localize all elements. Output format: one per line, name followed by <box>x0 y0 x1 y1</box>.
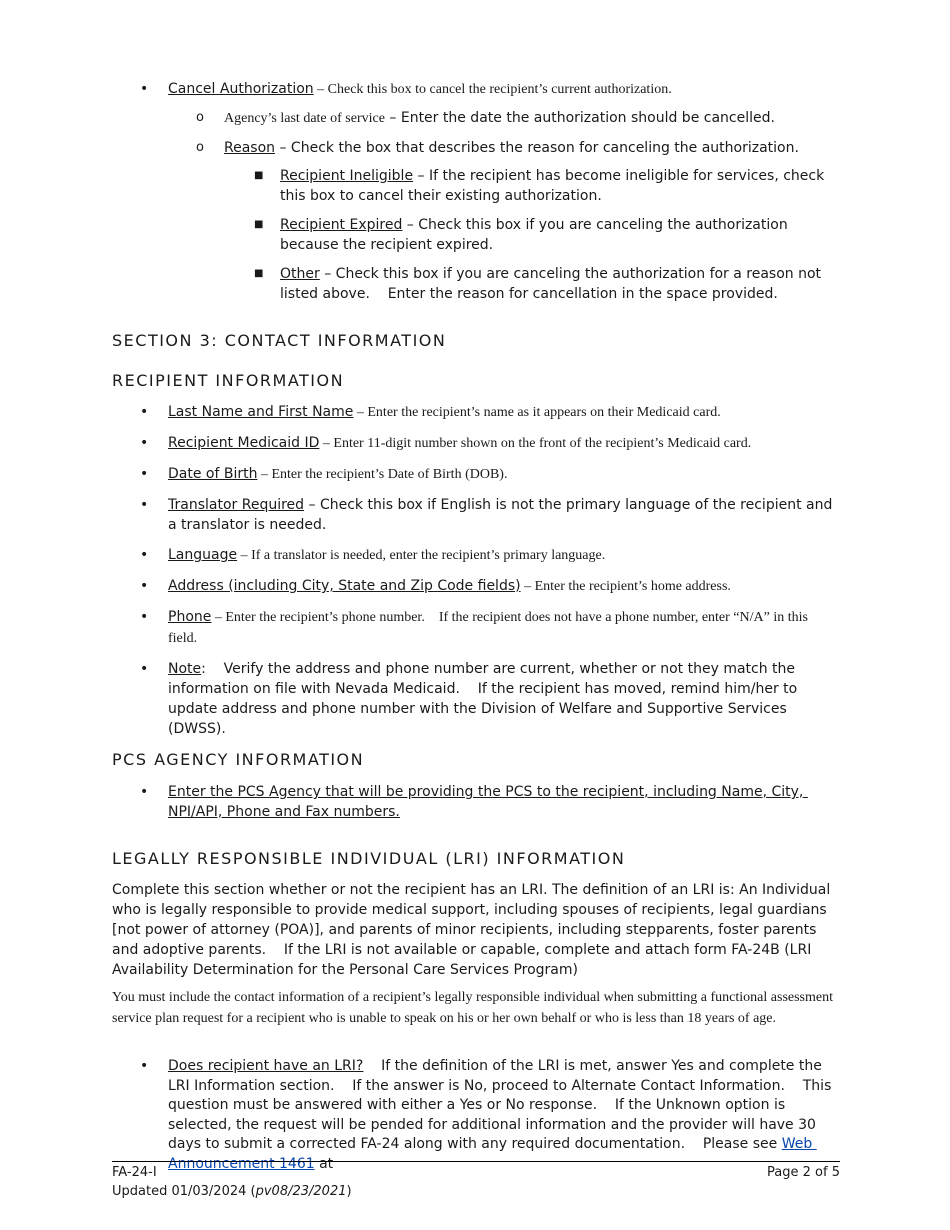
bullet-icon: • <box>140 784 149 800</box>
list-item <box>140 1057 840 1174</box>
item-text: – Enter the recipient’s name as it appears on their Medicaid card. <box>353 405 721 420</box>
item-text: – Check this box if you are canceling the authorization because the recipient expired. <box>280 217 793 253</box>
item-text: – Enter the recipient’s phone number. If the recipient does not have a phone number, enter “N/A” in this field. <box>168 610 812 646</box>
bullet-icon: • <box>140 466 149 482</box>
item-text-tail: at <box>314 1155 334 1172</box>
item-label: Agency’s last date of service <box>224 111 385 126</box>
section-title: SECTION 3: CONTACT INFORMATION <box>112 331 447 350</box>
list-item <box>196 108 840 129</box>
item-text: – Enter the date the authorization should be cancelled. <box>384 110 775 126</box>
item-text: – Check the box that describes the reason for canceling the authorization. <box>275 140 799 156</box>
item-text: – Check this box to cancel the recipient’s current authorization. <box>313 82 672 97</box>
list-item <box>140 464 840 485</box>
item-label: Recipient Ineligible <box>280 168 414 184</box>
list-item <box>254 166 840 206</box>
item-text: – Enter 11-digit number shown on the front of the recipient’s Medicaid card. <box>319 436 752 451</box>
cancel-sublist <box>0 108 840 158</box>
item-label: Does recipient have an LRI? <box>168 1058 364 1074</box>
bullet-icon: • <box>140 404 149 420</box>
updated-suffix: ) <box>346 1184 352 1199</box>
bullet-icon: • <box>140 609 149 625</box>
item-label: Address (including City, State and Zip Code fields) <box>168 578 521 594</box>
list-item <box>140 782 840 822</box>
list-item <box>140 576 840 597</box>
updated-prefix: Updated 01/03/2024 ( <box>112 1184 256 1199</box>
list-item <box>140 545 840 566</box>
bullet-icon: • <box>140 497 149 513</box>
item-text: : Verify the address and phone number are current, whether or not they match the information on file with Nevada Medicaid. If the recipient has moved, remind him/her to update address and phone number with the Division of Welfare and Supportive Services (DWSS). <box>168 661 802 737</box>
list-item <box>140 402 840 423</box>
square-bullet-icon: ■ <box>254 268 264 279</box>
footer-divider <box>112 1161 840 1162</box>
circle-bullet-icon: o <box>196 140 204 155</box>
list-item <box>196 138 840 158</box>
lri-paragraph-2 <box>112 987 840 1029</box>
item-text: – Check this box if English is not the primary language of the recipient and a translator is needed. <box>168 497 837 533</box>
list-item <box>140 659 840 739</box>
item-label: Cancel Authorization <box>168 81 314 97</box>
footer-left <box>112 1163 352 1201</box>
list-item <box>254 264 840 304</box>
subsection-title-pcs: PCS AGENCY INFORMATION <box>112 750 365 769</box>
item-text: – Enter the recipient’s home address. <box>520 579 731 594</box>
reason-list <box>0 166 840 304</box>
bullet-icon: • <box>140 547 149 563</box>
item-label: Other <box>280 266 320 282</box>
item-label: Date of Birth <box>168 466 258 482</box>
item-text: – If a translator is needed, enter the recipient’s primary language. <box>237 548 606 563</box>
square-bullet-icon: ■ <box>254 170 264 181</box>
lri-paragraph-1: Complete this section whether or not the recipient has an LRI. The definition of an LRI is: An Individual who is legally responsible to provide medical support, including spouses of recipients, legal guardians [not power of attorney (POA)], and parents of minor recipients, including stepparents, foster parents and adoptive parents. If the LRI is not available or capable, complete and attach form FA-24B (LRI Availability Determination for the Personal Care Services Program) <box>112 882 835 978</box>
recipient-list <box>0 402 840 739</box>
item-label: Note <box>168 661 202 677</box>
item-label: Last Name and First Name <box>168 404 354 420</box>
square-bullet-icon: ■ <box>254 219 264 230</box>
web-announcement-link[interactable]: Web Announcement 1461 <box>168 1136 817 1172</box>
item-text: – Check this box if you are canceling the authorization for a reason not listed above. Enter the reason for cancellation in the space provided. <box>280 266 826 302</box>
list-item <box>254 215 840 255</box>
item-label: Translator Required <box>168 497 305 513</box>
form-number: FA-24-I <box>112 1165 157 1180</box>
subsection-title-recipient: RECIPIENT INFORMATION <box>112 371 345 390</box>
bullet-icon: • <box>140 81 149 97</box>
list-item <box>140 607 840 649</box>
bullet-icon: • <box>140 661 149 677</box>
item-label: Reason <box>224 140 276 156</box>
item-text: Enter the PCS Agency that will be providing the PCS to the recipient, including Name, City, NPI/API, Phone and Fax numbers. <box>168 784 808 820</box>
updated-line <box>112 1182 352 1201</box>
item-text: – If the recipient has become ineligible for services, check this box to cancel their existing authorization. <box>280 168 829 204</box>
item-text: – Enter the recipient’s Date of Birth (DOB). <box>257 467 508 482</box>
item-label: Phone <box>168 609 212 625</box>
item-label: Language <box>168 547 238 563</box>
item-label: Recipient Expired <box>280 217 403 233</box>
list-item <box>140 433 840 454</box>
pcs-list <box>0 782 840 822</box>
previous-version: pv08/23/2021 <box>255 1184 347 1199</box>
item-text: If the definition of the LRI is met, answer Yes and complete the LRI Information section. If the answer is No, proceed to Alternate Contact Information. This question must be answered with either a Yes or No response. If the Unknown option is selected, the request will be pended for additional information and the provider will have 30 days to submit a corrected FA-24 along with any required documentation. Please see <box>168 1058 836 1152</box>
lri-list <box>0 1057 840 1174</box>
bullet-icon: • <box>140 1058 149 1074</box>
item-label: Recipient Medicaid ID <box>168 435 320 451</box>
list-item <box>140 495 840 535</box>
bullet-icon: • <box>140 578 149 594</box>
circle-bullet-icon: o <box>196 110 204 125</box>
subsection-title-lri: LEGALLY RESPONSIBLE INDIVIDUAL (LRI) INFORMATION <box>112 849 626 868</box>
page-number: Page 2 of 5 <box>767 1165 840 1180</box>
cancel-list <box>0 79 840 100</box>
paragraph-text: You must include the contact information of a recipient’s legally responsible individual when submitting a functional assessment service plan request for a recipient who is unable to speak on his or her own behalf or who is less than 18 years of age. <box>112 990 837 1026</box>
list-item <box>140 79 840 100</box>
bullet-icon: • <box>140 435 149 451</box>
